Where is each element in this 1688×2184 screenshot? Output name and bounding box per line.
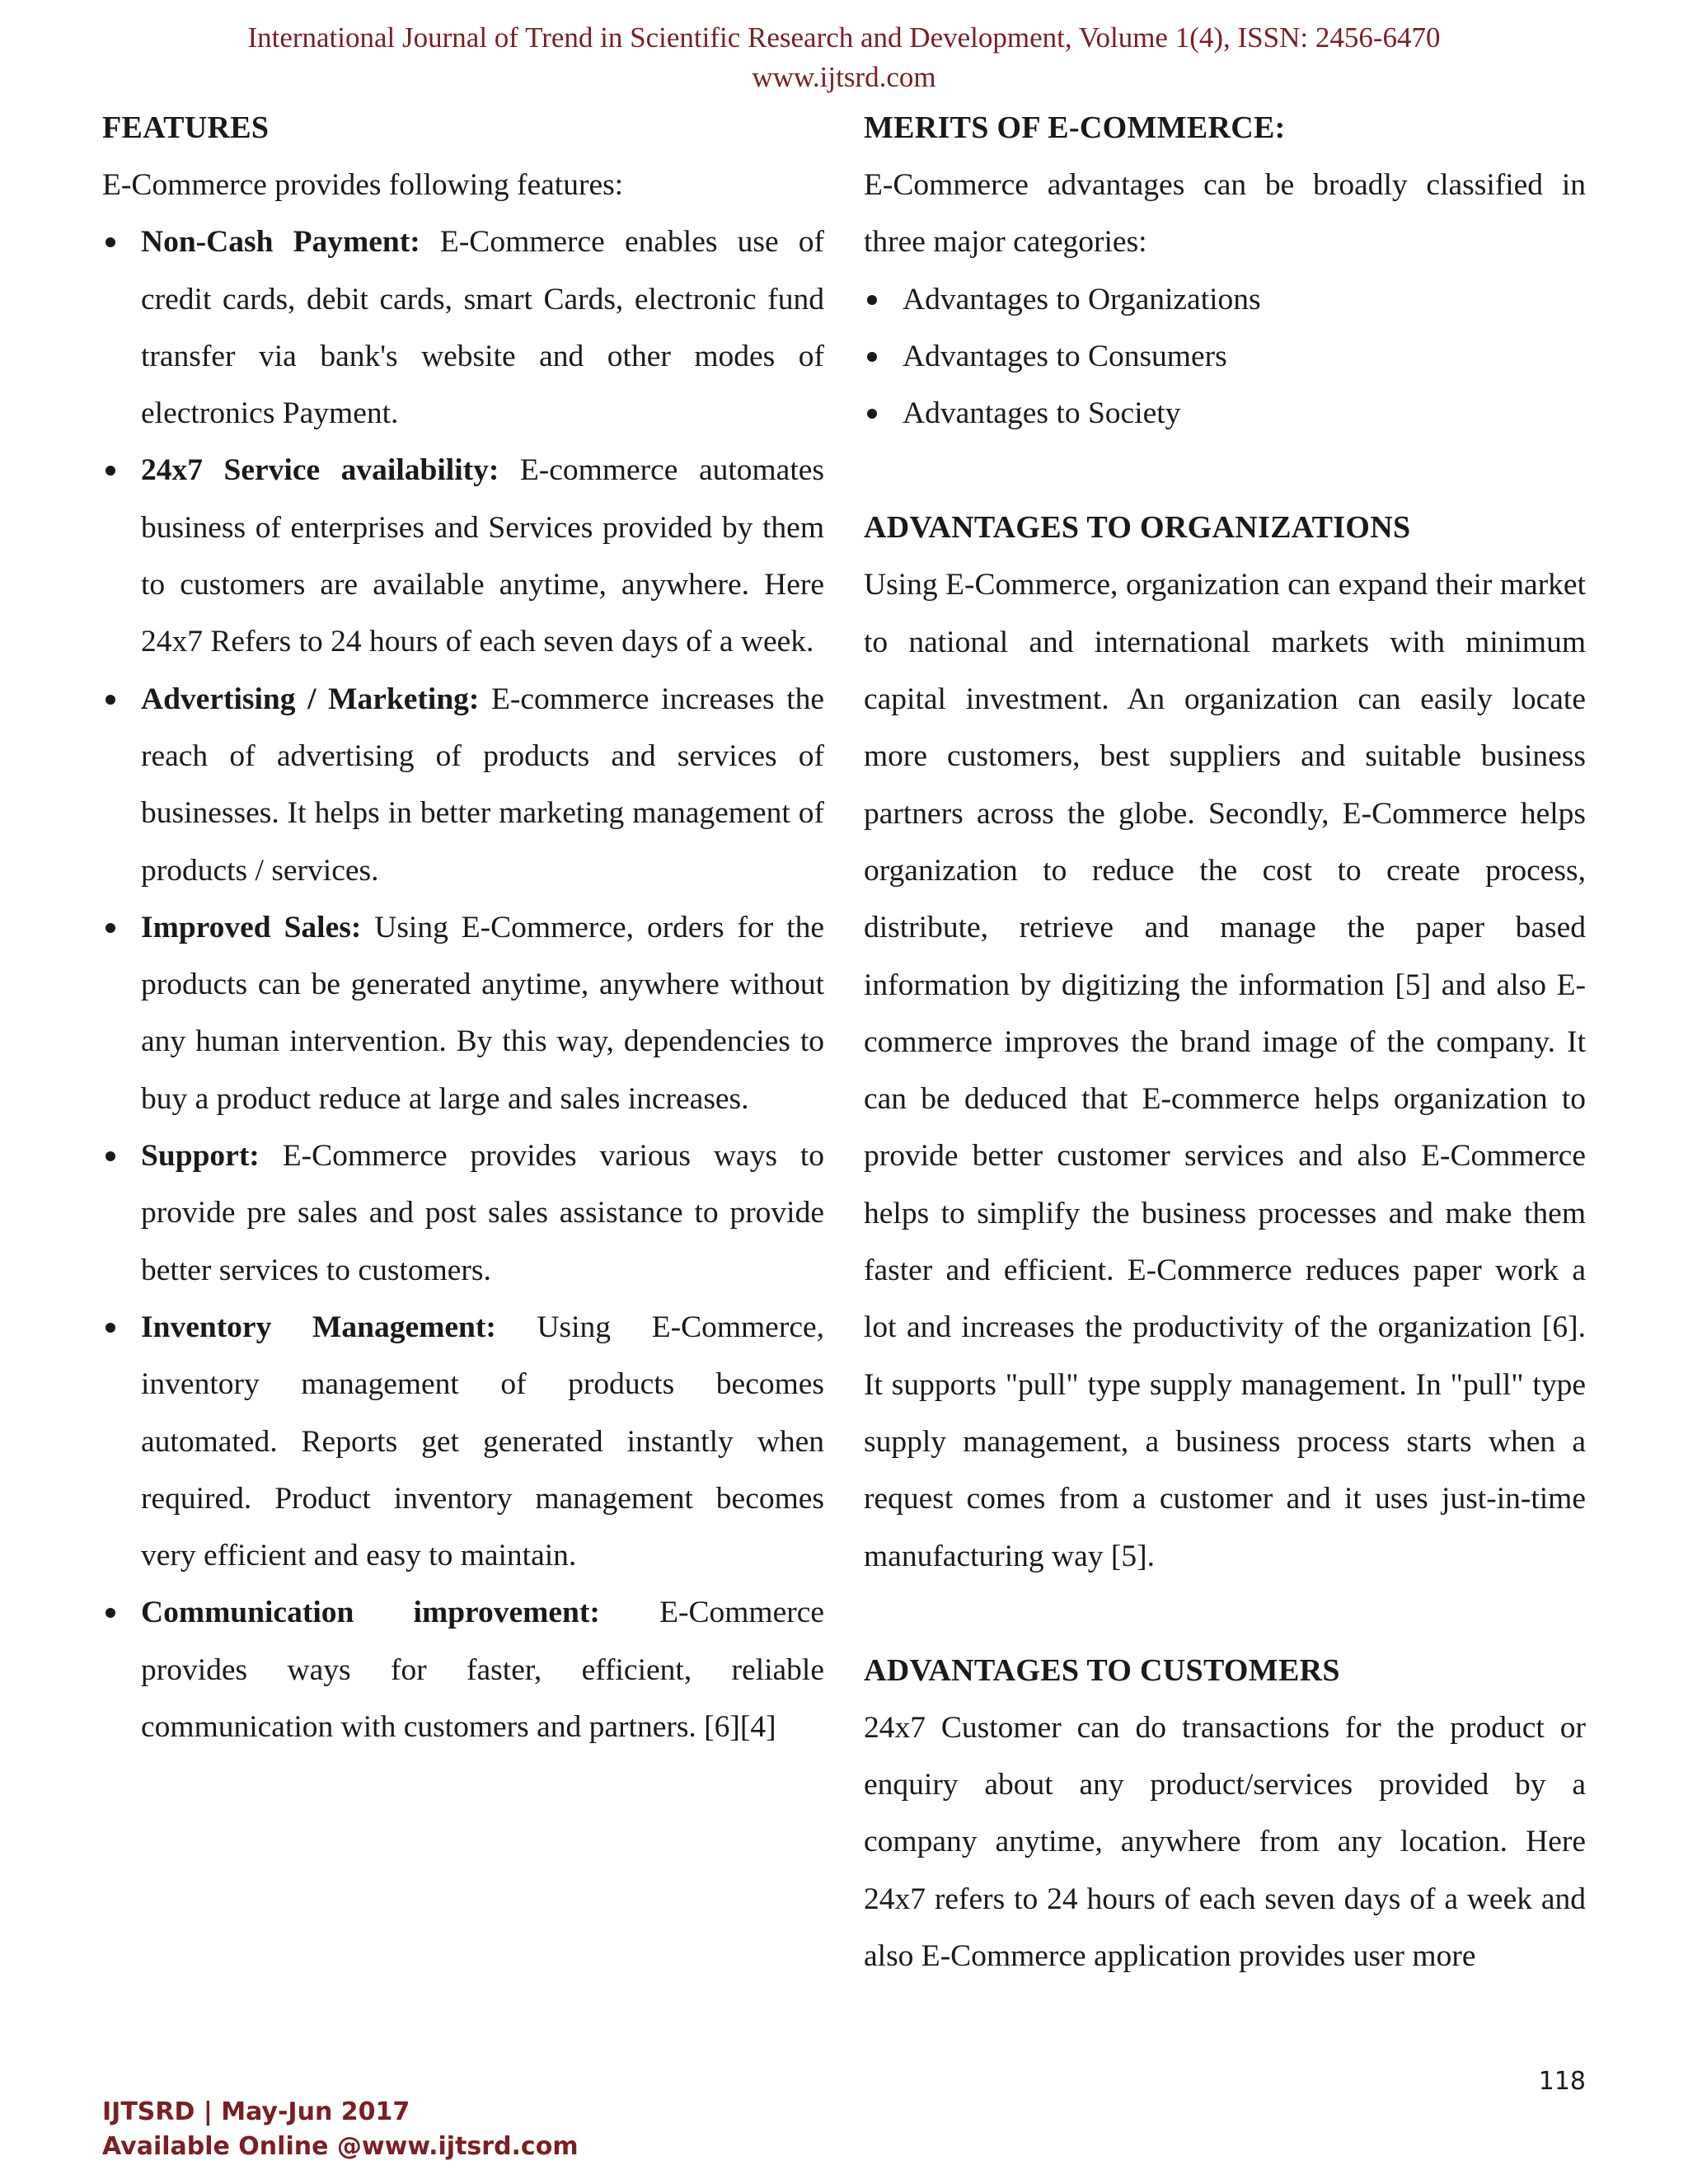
features-list: [102, 213, 824, 1755]
feature-text: E-Commerce provides ways for faster, efficient, reliable communication with customers and partners. [6][4]: [141, 1596, 825, 1745]
organizations-paragraph: Using E-Commerce, organization can expand their market to national and international markets with minimum capital investment. An organization can easily locate more customers, best suppliers and suitable business partners across the globe. Secondly, E-Commerce helps organization to reduce the cost to create process, distribute, retrieve and manage the paper based information by digitizing the information [5] and also E-commerce improves the brand image of the company. It can be deduced that E-commerce helps organization to provide better customer services and also E-Commerce helps to simplify the business processes and make them faster and efficient. E-Commerce reduces paper work a lot and increases the productivity of the organization [6]. It supports "pull" type supply management. In "pull" type supply management, a business process starts when a request comes from a customer and it uses just-in-time manufacturing way [5].: [864, 568, 1586, 1573]
merit-item: Advantages to Society: [864, 385, 1586, 442]
organizations-heading: ADVANTAGES TO ORGANIZATIONS: [864, 510, 1411, 546]
journal-header: [0, 18, 1688, 97]
feature-text: Using E-Commerce, orders for the products can be generated anytime, anywhere without any human intervention. By this way, dependencies to buy a product reduce at large and sales increases.: [141, 910, 825, 1116]
features-intro: E-Commerce provides following features:: [102, 168, 624, 202]
feature-text: E-commerce automates business of enterprises and Services provided by them to customers are available anytime, anywhere. Here 24x7 Refers to 24 hours of each seven days of a week.: [141, 453, 824, 659]
feature-item: [102, 899, 824, 1127]
feature-text: E-Commerce enables use of credit cards, debit cards, smart Cards, electronic fund transfer via bank's website and other modes of electronics Payment.: [141, 225, 824, 431]
feature-item: [102, 1299, 824, 1584]
feature-term: Advertising / Marketing:: [141, 682, 480, 716]
feature-text: E-commerce increases the reach of advertising of products and services of businesses. It helps in better marketing management of products / services.: [141, 682, 825, 888]
right-column: [864, 99, 1586, 1985]
customers-paragraph: 24x7 Customer can do transactions for the product or enquiry about any product/services provided by a company anytime, anywhere from any location. Here 24x7 refers to 24 hours of each seven days of a week and also E-Commerce application provides user more: [864, 1710, 1586, 1974]
left-column: [102, 99, 824, 1755]
features-heading: FEATURES: [102, 110, 270, 145]
feature-term: Inventory Management:: [141, 1310, 496, 1344]
merit-item: Advantages to Consumers: [864, 328, 1586, 385]
feature-text: Using E-Commerce, inventory management of products becomes automated. Reports get generated instantly when required. Product inventory management becomes very efficient and easy to maintain.: [141, 1310, 824, 1573]
feature-text: E-Commerce provides various ways to provide pre sales and post sales assistance to provide better services to customers.: [141, 1139, 824, 1287]
feature-term: 24x7 Service availability:: [141, 453, 499, 488]
feature-term: Support:: [141, 1139, 260, 1174]
feature-item: [102, 213, 824, 442]
page-footer: [102, 2095, 579, 2164]
journal-title-line: International Journal of Trend in Scientific Research and Development, Volume 1(4), ISSN: 2456-6470: [247, 21, 1441, 54]
feature-term: Improved Sales:: [141, 910, 362, 944]
footer-issue: IJTSRD | May-Jun 2017: [102, 2097, 410, 2126]
footer-available-online: Available Online @www.ijtsrd.com: [102, 2132, 579, 2161]
feature-term: Communication improvement:: [141, 1596, 600, 1630]
page-number: 118: [1538, 2067, 1586, 2096]
feature-item: [102, 1127, 824, 1299]
feature-item: [102, 1584, 824, 1755]
customers-heading: ADVANTAGES TO CUSTOMERS: [864, 1652, 1340, 1688]
feature-item: [102, 671, 824, 899]
merits-intro: E-Commerce advantages can be broadly classified in three major categories:: [864, 168, 1586, 260]
section-spacer: [864, 442, 1586, 499]
merit-item: Advantages to Organizations: [864, 271, 1586, 328]
journal-website: www.ijtsrd.com: [752, 61, 936, 93]
merits-heading: MERITS OF E-COMMERCE:: [864, 110, 1286, 145]
feature-term: Non-Cash Payment:: [141, 225, 420, 260]
section-spacer: [864, 1585, 1586, 1642]
feature-item: [102, 442, 824, 670]
merits-list: [864, 271, 1586, 443]
